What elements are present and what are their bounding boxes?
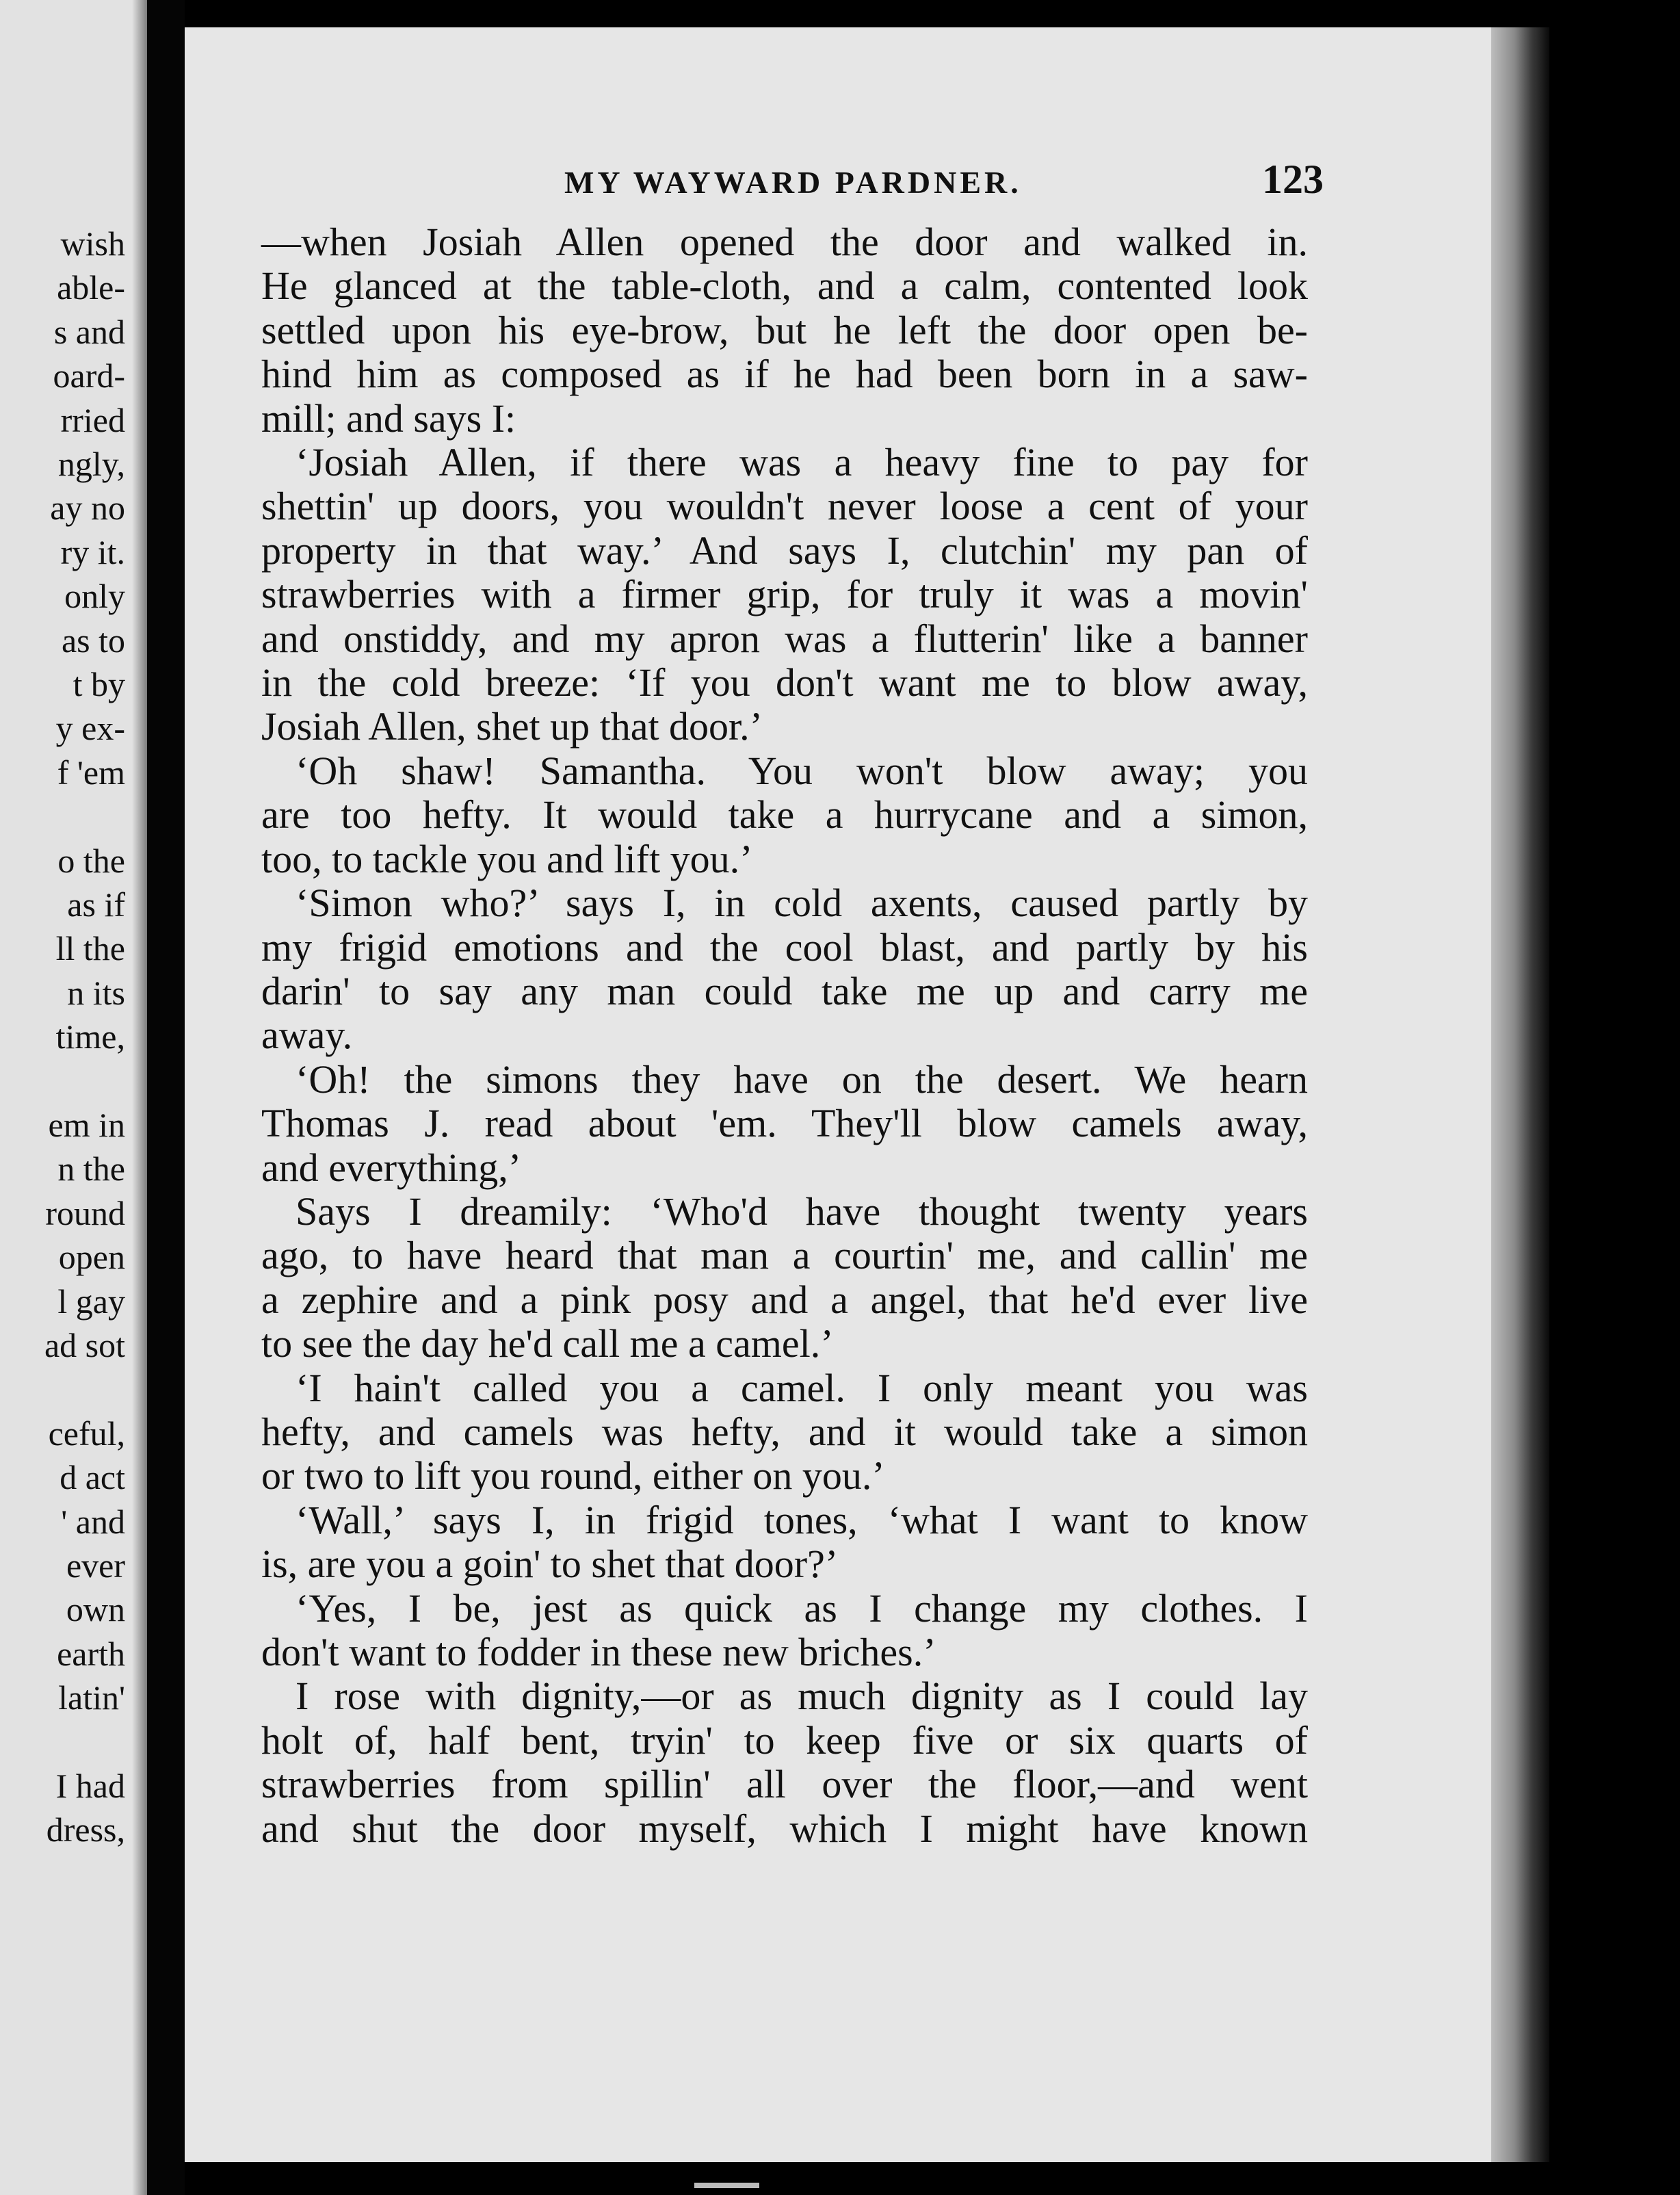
previous-page-line: f 'em: [57, 753, 125, 792]
previous-page-line: y ex-: [55, 709, 125, 748]
text-line: too, to tackle you and lift you.’: [261, 836, 753, 881]
text-line: and onstiddy, and my apron was a flutterin' like a banner: [261, 616, 1308, 661]
text-line: ‘Oh! the simons they have on the desert. We hearn: [296, 1056, 1308, 1102]
page-edge: [1491, 27, 1549, 2162]
text-line: hind him as composed as if he had been born in a saw-: [261, 352, 1308, 397]
text-line: darin' to say any man could take me up and carry me: [261, 968, 1308, 1013]
previous-page-line: ever: [66, 1546, 125, 1585]
gutter-shadow: [132, 0, 147, 2195]
previous-page-line: ll the: [55, 929, 125, 968]
text-line: are too hefty. It would take a hurrycane and a simon,: [261, 792, 1308, 837]
previous-page-line: o the: [57, 841, 125, 880]
text-line: a zephire and a pink posy and a angel, that he'd ever live: [261, 1277, 1308, 1322]
previous-page-line: d act: [60, 1458, 125, 1497]
text-line: property in that way.’ And says I, clutchin' my pan of: [261, 528, 1308, 573]
previous-page-line: time,: [55, 1017, 125, 1056]
text-line: or two to lift you round, either on you.’: [261, 1453, 885, 1498]
previous-page-line: ceful,: [48, 1414, 125, 1453]
text-line: mill; and says I:: [261, 395, 516, 441]
previous-page-line: I had: [55, 1767, 125, 1805]
text-line: strawberries with a firmer grip, for truly it was a movin': [261, 572, 1308, 617]
text-line: ‘Wall,’ says I, in frigid tones, ‘what I want to know: [296, 1497, 1308, 1542]
previous-page-line: round: [45, 1193, 125, 1232]
text-line: settled upon his eye-brow, but he left the door open be-: [261, 307, 1308, 352]
previous-page-line: ad sot: [44, 1326, 125, 1364]
text-line: holt of, half bent, tryin' to keep five or six quarts of: [261, 1717, 1308, 1763]
text-line: ago, to have heard that man a courtin' me, and callin' me: [261, 1233, 1308, 1278]
previous-page-line: n the: [57, 1150, 125, 1189]
text-line: Josiah Allen, shet up that door.’: [261, 704, 763, 749]
text-line: hefty, and camels was hefty, and it would take a simon: [261, 1409, 1308, 1454]
previous-page-line: ay no: [50, 489, 125, 528]
previous-page-line: as if: [67, 885, 125, 924]
text-line: ‘I hain't called you a camel. I only meant you was: [296, 1365, 1308, 1410]
previous-page-line: own: [66, 1590, 125, 1629]
scan-mark: [694, 2183, 759, 2188]
previous-page-line: able-: [57, 268, 125, 307]
text-line: ‘Josiah Allen, if there was a heavy fine to pay for: [296, 440, 1308, 485]
previous-page-line: only: [64, 577, 125, 616]
text-line: strawberries from spillin' all over the floor,—and went: [261, 1762, 1308, 1807]
previous-page-line: ' and: [61, 1502, 125, 1541]
text-line: ‘Simon who?’ says I, in cold axents, caused partly by: [296, 881, 1308, 926]
previous-page-line: open: [58, 1238, 125, 1277]
previous-page-line: em in: [48, 1106, 125, 1144]
text-line: ‘Yes, I be, jest as quick as I change my clothes. I: [296, 1585, 1308, 1631]
text-line: I rose with dignity,—or as much dignity as I could lay: [296, 1674, 1308, 1719]
text-line: and everything,’: [261, 1145, 522, 1190]
running-head: MY WAYWARD PARDNER.: [564, 165, 1022, 200]
previous-page-line: ngly,: [57, 445, 125, 483]
current-page: [185, 27, 1549, 2162]
text-line: is, are you a goin' to shet that door?’: [261, 1542, 839, 1587]
previous-page-line: latin': [58, 1678, 125, 1717]
previous-page-line: as to: [61, 621, 125, 660]
previous-page-line: dress,: [46, 1810, 125, 1849]
previous-page-line: l gay: [57, 1282, 125, 1321]
text-line: and shut the door myself, which I might have known: [261, 1806, 1308, 1851]
previous-page-line: rried: [60, 400, 125, 439]
previous-page-line: s and: [53, 312, 125, 351]
book-gutter: [147, 0, 185, 2195]
previous-page-line: n its: [67, 973, 125, 1012]
previous-page-line: wish: [60, 224, 125, 263]
text-line: in the cold breeze: ‘If you don't want me to blow away,: [261, 660, 1308, 705]
text-line: shettin' up doors, you wouldn't never loose a cent of your: [261, 484, 1308, 529]
body-text: [261, 220, 1308, 1851]
text-line: ‘Oh shaw! Samantha. You won't blow away; you: [296, 748, 1308, 793]
previous-page: [0, 0, 147, 2195]
text-line: —when Josiah Allen opened the door and walked in.: [261, 220, 1308, 264]
previous-page-line: oard-: [53, 356, 125, 395]
text-line: He glanced at the table-cloth, and a calm, contented look: [261, 263, 1308, 309]
text-line: my frigid emotions and the cool blast, and partly by his: [261, 924, 1308, 970]
page-number: 123: [1262, 157, 1324, 202]
text-line: to see the day he'd call me a camel.’: [261, 1321, 834, 1366]
text-line: Says I dreamily: ‘Who'd have thought twenty years: [296, 1189, 1308, 1234]
text-line: away.: [261, 1013, 353, 1058]
previous-page-line: t by: [73, 665, 125, 703]
text-line: don't want to fodder in these new briches.’: [261, 1630, 936, 1674]
text-line: Thomas J. read about 'em. They'll blow camels away,: [261, 1101, 1308, 1146]
previous-page-line: earth: [57, 1634, 125, 1673]
previous-page-line: ry it.: [60, 532, 125, 571]
